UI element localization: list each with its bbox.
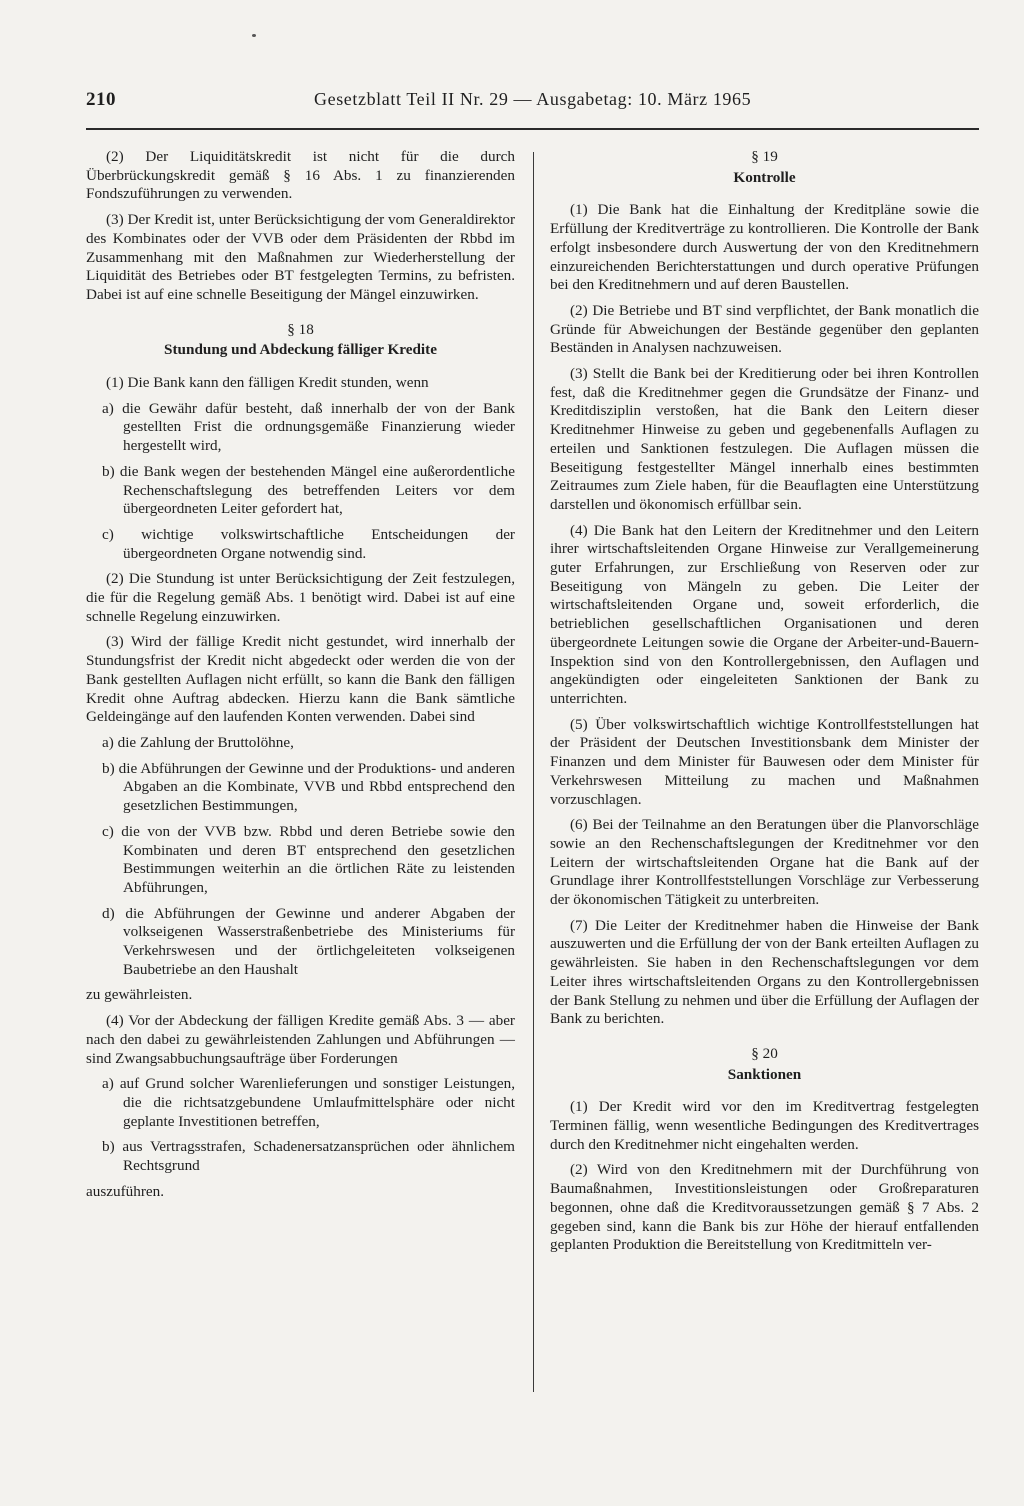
list-item: b) die Abführungen der Gewinne und der Produktions- und anderen Abgaben an die Kombinate, VVB und Rbbd entsprechend den gesetzlichen Bestimmungen, (102, 759, 515, 815)
paragraph: (1) Die Bank kann den fälligen Kredit stunden, wenn (106, 374, 429, 392)
paragraph: (2) Die Stundung ist unter Berücksichtigung der Zeit festzulegen, die für die Regelung gemäß Abs. 1 benötigt wird. Dabei ist auf eine schnelle Regelung einzuwirken. (86, 570, 515, 625)
paragraph: (3) Wird der fällige Kredit nicht gestundet, wird innerhalb der Stundungsfrist der Kredit nicht abgedeckt oder werden die von der Bank gestellten Auflagen nicht erfüllt, so kann die Bank den fälligen Kredit ohne Auftrag abdecken. Hierzu kann die Bank sämtliche Geldeingänge auf den laufenden Konten verwenden. Dabei sind (86, 633, 515, 726)
running-head: Gesetzblatt Teil II Nr. 29 — Ausgabetag: 10. März 1965 (314, 89, 752, 109)
section-title: Kontrolle (733, 168, 796, 186)
list-item: b) aus Vertragsstrafen, Schadenersatzansprüchen oder ähnlichem Rechtsgrund (102, 1138, 515, 1175)
header-rule (86, 128, 979, 130)
list-item: b) die Bank wegen der bestehenden Mängel eine außerordentliche Rechenschaftslegung des betreffenden Leiters vor dem übergeordneten Leiter gefordert hat, (102, 462, 515, 518)
paragraph: (1) Die Bank hat die Einhaltung der Kreditpläne sowie die Erfüllung der Kreditverträge zu kontrollieren. Die Kontrolle der Bank erfolgt insbesondere durch Auswertung der von den Kreditnehmern einzureichenden Berichterstattungen und durch operative Prüfungen bei den Kreditnehmern und auf deren Baustellen. (550, 201, 979, 294)
right-column (550, 148, 979, 1262)
left-column (86, 148, 515, 1208)
list-item: c) wichtige volkswirtschaftliche Entscheidungen der übergeordneten Organe notwendig sind. (102, 525, 515, 562)
scan-speck (252, 34, 256, 37)
column-divider (533, 152, 534, 1392)
list-item: c) die von der VVB bzw. Rbbd und deren Betriebe sowie den Kombinaten und deren BT entsprechend den gesetzlichen Bestimmungen weiterhin an die örtlichen Räte zu leistenden Abführungen, (102, 822, 515, 896)
list-item: a) die Gewähr dafür besteht, daß innerhalb der von der Bank gestellten Frist die ordnungsgemäße Finanzierung wieder hergestellt wird, (102, 399, 515, 455)
section-number: § 20 (751, 1044, 778, 1062)
section-title: Sanktionen (727, 1065, 802, 1083)
paragraph: (4) Vor der Abdeckung der fälligen Kredite gemäß Abs. 3 — aber nach den dabei zu gewährleistenden Zahlungen und Abführungen — sind Zwangsabbuchungsaufträge über Forderungen (86, 1012, 515, 1067)
paragraph: zu gewährleisten. (86, 986, 193, 1004)
list-item: d) die Abführungen der Gewinne und anderer Abgaben der volkseigenen Wasserstraßenbetriebe des Ministeriums für Verkehrswesen und der örtlichgeleiteten volkseigenen Baubetriebe an den Haushalt (102, 904, 515, 978)
paragraph: (4) Die Bank hat den Leitern der Kreditnehmer und den Leitern ihrer wirtschaftsleitenden Organe Hinweise zur Verallgemeinerung guter Erfahrungen, zur Erschließung von Reserven oder zur Beseitigung von Mängeln zu geben. Die Leiter der wirtschaftsleitenden Organe und, soweit erforderlich, die betrieblichen gesellschaftlichen Organisationen und deren übergeordnete Leitungen sowie die Organe der Arbeiter-und-Bauern-Inspektion sind von den Kontrollergebnissen, den Auflagen und angekündigten oder eingeleiteten Sanktionen der Bank zu unterrichten. (550, 521, 979, 707)
paragraph: (2) Die Betriebe und BT sind verpflichtet, der Bank monatlich die Gründe für Abweichungen der Bestände gegenüber den geplanten Beständen in Analysen nachzuweisen. (550, 301, 979, 357)
page-header (86, 89, 981, 129)
list-item: a) auf Grund solcher Warenlieferungen und sonstiger Leistungen, die die richtsatzgebundene Umlaufmittelsphäre oder nicht geplante Investitionen betreffen, (102, 1075, 515, 1130)
paragraph: (3) Stellt die Bank bei der Kreditierung oder bei ihren Kontrollen fest, daß die Kreditnehmer gegen die Grundsätze der Finanz- und Kreditdisziplin verstoßen, hat die Bank den Leitern dieser Kreditnehmer Hinweise zu geben und gegebenenfalls Auflagen zu erteilen und Sanktionen festzulegen. Die Auflagen müssen die Beseitigung festgestellter Mängel innerhalb eines bestimmten Zeitraumes zum Ziele haben, für die Beauflagten eine Unterstützung darstellen und ökonomisch erfüllbar sein. (550, 365, 979, 513)
paragraph: auszuführen. (86, 1182, 165, 1200)
section-title: Stundung und Abdeckung fälliger Kredite (164, 341, 437, 359)
paragraph: (6) Bei der Teilnahme an den Beratungen über die Planvorschläge sowie an den Rechenschaftslegungen der Kreditnehmer vor den Leitern der wirtschaftsleitenden Organe hat die Bank auf der Grundlage ihrer Kontrollfeststellungen Vorschläge zur Verbesserung der ökonomischen Tätigkeit zu unterbreiten. (550, 816, 979, 909)
list-item: a) die Zahlung der Bruttolöhne, (102, 733, 294, 751)
section-number: § 19 (751, 148, 778, 165)
paragraph: (2) Der Liquiditätskredit ist nicht für die durch Überbrückungskredit gemäß § 16 Abs. 1 zu finanzierenden Fondszuführungen zu verwenden. (86, 148, 515, 203)
paragraph: (3) Der Kredit ist, unter Berücksichtigung der vom Generaldirektor des Kombinates oder der VVB oder dem Präsidenten der Rbbd im Zusammenhang mit den Maßnahmen zur Wiederherstellung der Liquidität des Betriebes oder BT festgelegten Termins, zu befristen. Dabei ist auf eine schnelle Beseitigung der Mängel einzuwirken. (86, 211, 515, 303)
paragraph: (1) Der Kredit wird vor den im Kreditvertrag festgelegten Terminen fällig, wenn wesentliche Bedingungen des Kreditvertrages durch den Kreditnehmer nicht eingehalten werden. (550, 1098, 979, 1153)
page-number: 210 (86, 89, 116, 110)
paragraph: (7) Die Leiter der Kreditnehmer haben die Hinweise der Bank auszuwerten und die Erfüllung der von der Bank erteilten Auflagen zu gewährleisten. Sie haben in den Rechenschaftslegungen vor dem Leiter ihres wirtschaftsleitenden Organs zu den Kontrollergebnissen der Bank Stellung zu nehmen und über die Erfüllung der Auflagen der Bank zu berichten. (550, 916, 979, 1028)
paragraph: (5) Über volkswirtschaftlich wichtige Kontrollfeststellungen hat der Präsident der Deutschen Investitionsbank dem Minister der Finanzen und dem Minister für Bauwesen oder dem Minister für Verkehrswesen Mitteilung zu machen und Maßnahmen vorzuschlagen. (550, 715, 979, 808)
section-number: § 18 (287, 320, 314, 338)
paragraph: (2) Wird von den Kreditnehmern mit der Durchführung von Baumaßnahmen, Investitionsleistungen oder Großreparaturen begonnen, ohne daß die Kreditvoraussetzungen gemäß § 7 Abs. 2 gegeben sind, kann die Bank bis zur Höhe der hierauf entfallenden geplanten Produktion die Bereitstellung von Kreditmitteln ver- (550, 1161, 979, 1254)
